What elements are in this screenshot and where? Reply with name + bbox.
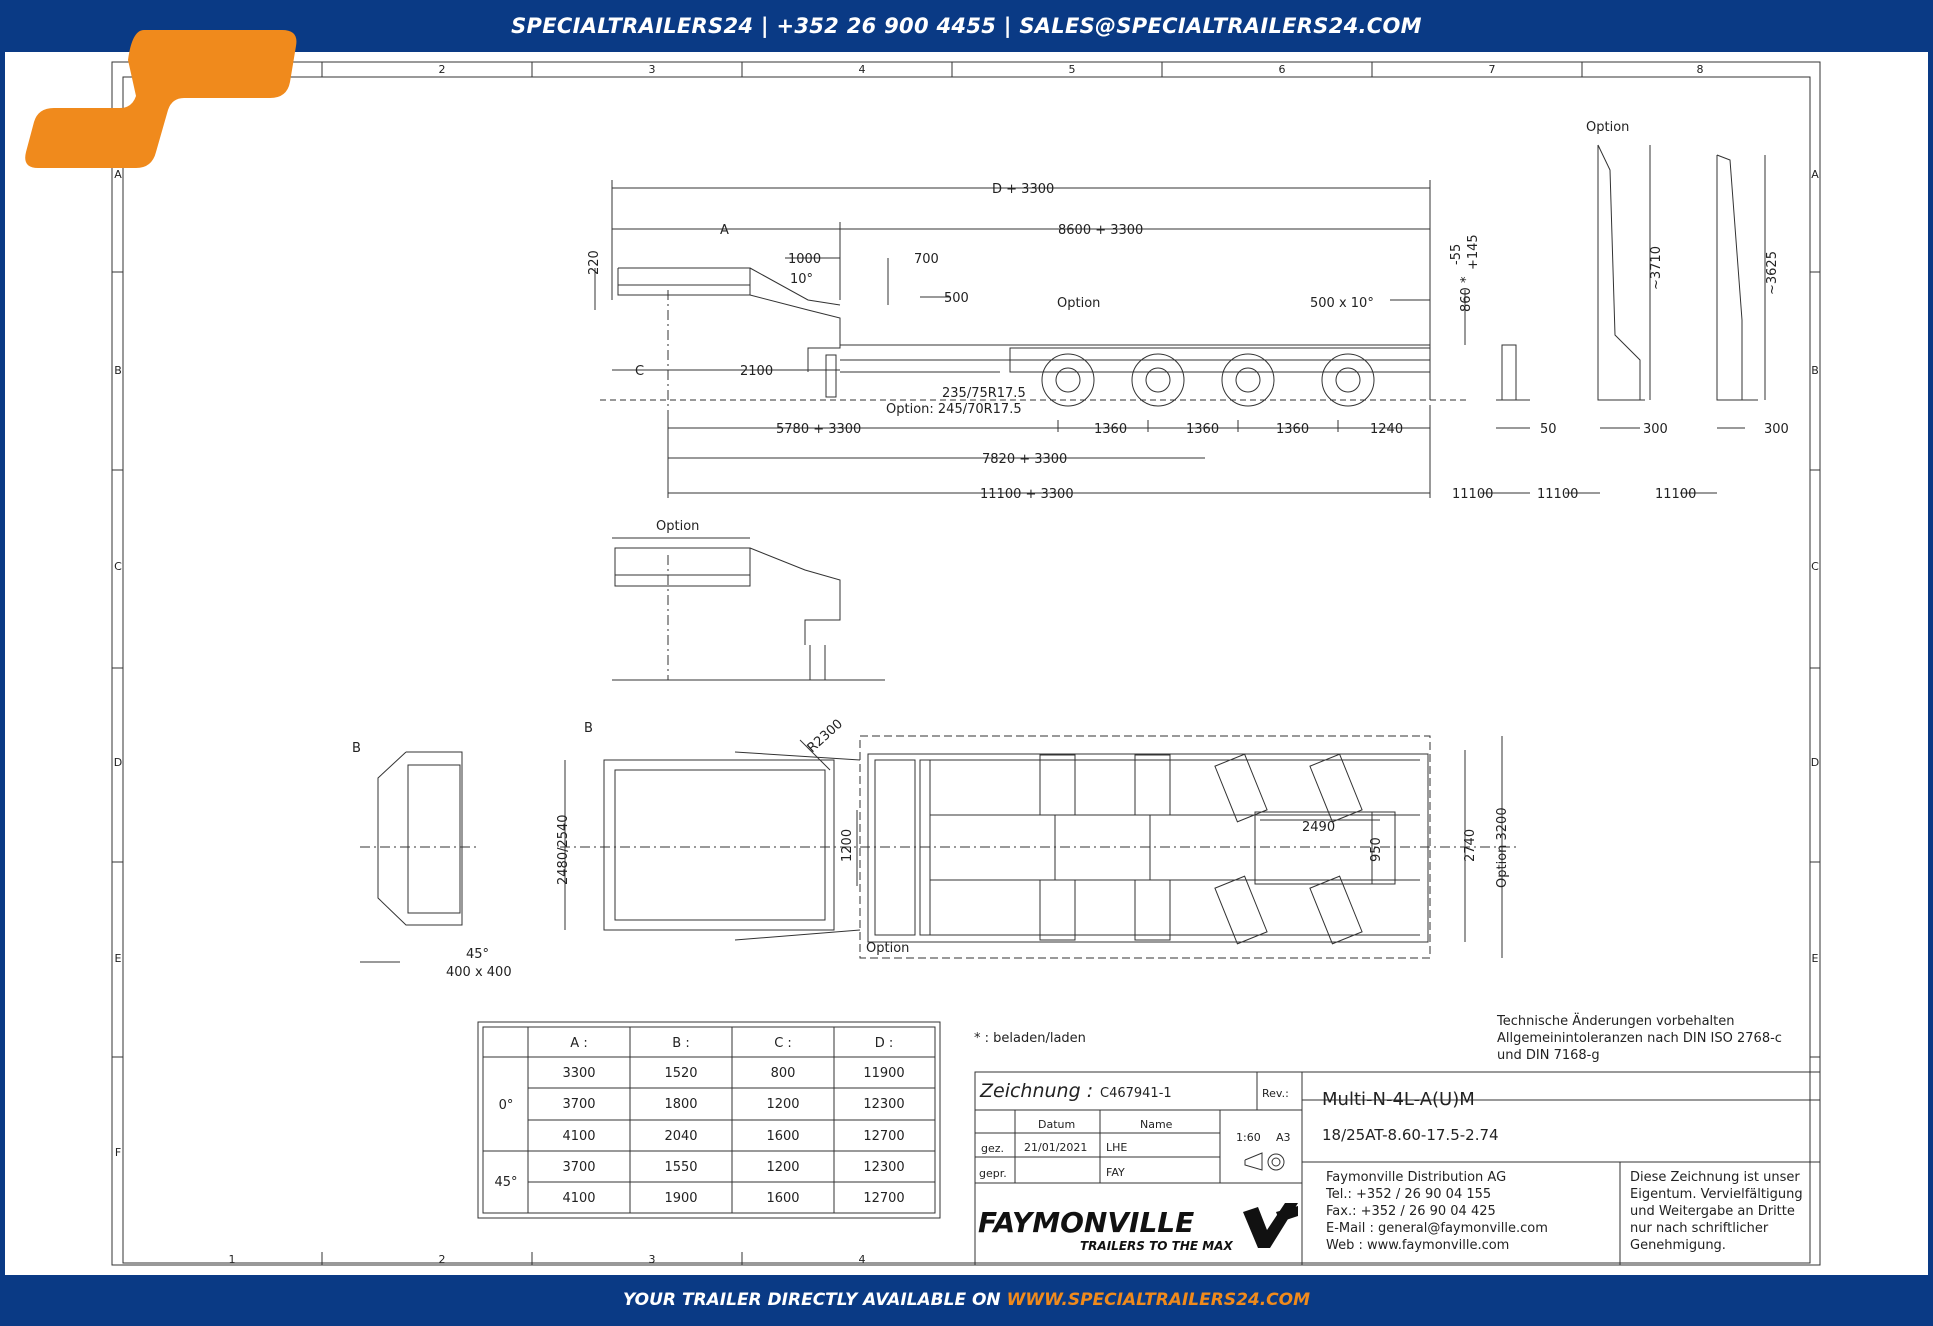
plan-view-labels [352, 717, 1510, 980]
contact-line[interactable]: SPECIALTRAILERS24 | +352 26 900 4455 | SALES@SPECIALTRAILERS24.COM [511, 14, 1422, 38]
plan-view [360, 736, 1520, 962]
frame-row-e-right: E [1811, 952, 1819, 965]
faymonville-tagline: TRAILERS TO THE MAX [1080, 1239, 1233, 1253]
tol-minus: -55 [1449, 243, 1464, 265]
table-cell: 1600 [766, 1129, 800, 1144]
plan-width-front: 2480/2540 [556, 814, 571, 885]
frame-col-2: 2 [438, 63, 446, 76]
dimension-table-text [494, 1036, 904, 1206]
table-cell: 4100 [562, 1191, 596, 1206]
name-label: Name [1140, 1118, 1173, 1131]
plan-width-option: Option 3200 [1495, 807, 1510, 888]
plan-dim-1200: 1200 [840, 828, 855, 862]
tech-note-3: und DIN 7168-g [1497, 1048, 1600, 1063]
table-header-b: B : [672, 1036, 690, 1051]
table-cell: 1200 [766, 1097, 800, 1112]
gez-date: 21/01/2021 [1024, 1141, 1088, 1154]
dimension-table [478, 1022, 940, 1218]
company-tel: Tel.: +352 / 26 90 04 155 [1326, 1187, 1492, 1202]
frame-col-3: 3 [648, 63, 656, 76]
dim-11100: 11100 + 3300 [980, 487, 1074, 502]
axle-1360-a: 1360 [1094, 422, 1128, 437]
table-cell: 12300 [863, 1097, 905, 1112]
notes [974, 1013, 1782, 1063]
title-block-text [978, 1080, 1803, 1253]
footer-prefix: YOUR TRAILER DIRECTLY AVAILABLE ON [622, 1290, 1007, 1310]
plan-b-left: B [352, 741, 361, 756]
gepr-name: FAY [1106, 1166, 1125, 1179]
plan-radius: R2300 [804, 716, 846, 756]
dim-300-b: 300 [1764, 422, 1789, 437]
table-cell: 3300 [562, 1066, 596, 1081]
footer-bar [0, 1275, 1933, 1326]
table-cell: 4100 [562, 1129, 596, 1144]
table-header-c: C : [774, 1036, 792, 1051]
dim-11100-b: 11100 [1537, 487, 1579, 502]
property-line-3: und Weitergabe an Dritte [1630, 1204, 1795, 1219]
frame-row-e-left: E [114, 952, 122, 965]
scale: 1:60 [1236, 1131, 1261, 1144]
axle-1360-c: 1360 [1276, 422, 1310, 437]
dim-10deg: 10° [790, 272, 814, 287]
frame-bottom-col-1: 1 [228, 1253, 236, 1266]
model-spec: 18/25AT-8.60-17.5-2.74 [1322, 1126, 1499, 1144]
tol-plus: +145 [1466, 234, 1481, 270]
table-cell: 1200 [766, 1160, 800, 1175]
axle-1240: 1240 [1370, 422, 1404, 437]
gepr-label: gepr. [979, 1167, 1007, 1180]
dim-700: 700 [914, 252, 939, 267]
plan-b-mid: B [584, 721, 593, 736]
frame-row-b-right: B [1811, 364, 1819, 377]
dim-a: A [720, 223, 729, 238]
plan-dim-2490: 2490 [1302, 820, 1336, 835]
property-line-1: Diese Zeichnung ist unser [1630, 1170, 1800, 1185]
table-cell: 1600 [766, 1191, 800, 1206]
table-cell: 1520 [664, 1066, 698, 1081]
tech-note-1: Technische Änderungen vorbehalten [1497, 1014, 1735, 1029]
paper-format: A3 [1276, 1131, 1291, 1144]
company-web[interactable]: Web : www.faymonville.com [1326, 1238, 1510, 1253]
table-cell: 1900 [664, 1191, 698, 1206]
zeichnung-label: Zeichnung : [980, 1080, 1094, 1102]
frame-row-a-left: A [114, 168, 122, 181]
side-view-labels [587, 182, 1481, 502]
dim-220: 220 [587, 250, 602, 275]
datum-label: Datum [1038, 1118, 1076, 1131]
table-cell: 1550 [664, 1160, 698, 1175]
tyre: 235/75R17.5 [942, 386, 1026, 401]
table-cell: 2040 [664, 1129, 698, 1144]
tech-note-2: Allgemeinintoleranzen nach DIN ISO 2768-c [1497, 1031, 1782, 1046]
gez-name: LHE [1106, 1141, 1128, 1154]
dim-5780: 5780 + 3300 [776, 422, 862, 437]
dim-7820: 7820 + 3300 [982, 452, 1068, 467]
plan-bevel: 400 x 400 [446, 965, 512, 980]
table-header-a: A : [570, 1036, 588, 1051]
frame-row-b-left: B [114, 364, 122, 377]
table-cell: 1800 [664, 1097, 698, 1112]
table-cell: 3700 [562, 1160, 596, 1175]
frame-bottom-col-3: 3 [648, 1253, 656, 1266]
dim-50: 50 [1540, 422, 1557, 437]
table-cell: 3700 [562, 1097, 596, 1112]
rear-option-label: Option [1586, 120, 1630, 135]
frame-row-d-left: D [113, 756, 123, 769]
frame-col-4: 4 [858, 63, 866, 76]
frame-col-6: 6 [1278, 63, 1286, 76]
dim-deck: 8600 + 3300 [1058, 223, 1144, 238]
frame-col-5: 5 [1068, 63, 1076, 76]
faymonville-logo-icon [1243, 1203, 1298, 1248]
rear-view-labels [1452, 120, 1789, 502]
rear-views [1480, 145, 1765, 493]
rev-label: Rev.: [1262, 1087, 1289, 1100]
frame-bottom-col-2: 2 [438, 1253, 446, 1266]
side-option-label: Option [1057, 296, 1101, 311]
specialtrailers-logo-icon[interactable] [24, 26, 304, 174]
table-cell: 11900 [863, 1066, 905, 1081]
dim-3625: ~3625 [1765, 251, 1780, 295]
tyre-option: Option: 245/70R17.5 [886, 402, 1022, 417]
height-860: 860 * [1459, 276, 1474, 312]
frame-col-8: 8 [1696, 63, 1704, 76]
frame-row-d-right: D [1810, 756, 1820, 769]
table-cell: 800 [770, 1066, 796, 1081]
frame-row-c-left: C [114, 560, 122, 573]
loaded-note: * : beladen/laden [974, 1031, 1086, 1046]
drawing-frame [112, 62, 1820, 1265]
dim-1000: 1000 [788, 252, 822, 267]
footer-text [0, 1275, 1933, 1326]
property-line-4: nur nach schriftlicher [1630, 1221, 1769, 1236]
model-name: Multi-N-4L-A(U)M [1322, 1089, 1475, 1110]
company-name: Faymonville Distribution AG [1326, 1170, 1507, 1185]
axle-1360-b: 1360 [1186, 422, 1220, 437]
plan-angle: 45° [466, 947, 490, 962]
frame-row-a-right: A [1811, 168, 1819, 181]
frame-row-c-right: C [1811, 560, 1819, 573]
plan-dim-950: 950 [1369, 837, 1384, 862]
company-email[interactable]: E-Mail : general@faymonville.com [1326, 1221, 1548, 1236]
table-header-d: D : [874, 1036, 894, 1051]
frame-bottom-col-4: 4 [858, 1253, 866, 1266]
option-view [612, 538, 885, 680]
dim-total: D + 3300 [992, 182, 1055, 197]
table-cell: 12700 [863, 1191, 905, 1206]
table-cell: 12300 [863, 1160, 905, 1175]
dim-11100-a: 11100 [1452, 487, 1494, 502]
frame-row-f-left: F [114, 1146, 122, 1159]
gez-label: gez. [981, 1142, 1005, 1155]
table-group-0deg: 0° [498, 1098, 514, 1113]
property-line-2: Eigentum. Vervielfältigung [1630, 1187, 1803, 1202]
table-cell: 12700 [863, 1129, 905, 1144]
company-fax: Fax.: +352 / 26 90 04 425 [1326, 1204, 1496, 1219]
drawing-number: C467941-1 [1100, 1086, 1172, 1101]
dim-2100: 2100 [740, 364, 774, 379]
faymonville-brand: FAYMONVILLE [978, 1206, 1195, 1239]
plan-option-label: Option [866, 941, 910, 956]
property-line-5: Genehmigung. [1630, 1238, 1726, 1253]
dim-11100-c: 11100 [1655, 487, 1697, 502]
dim-300-a: 300 [1643, 422, 1668, 437]
plan-width-2740: 2740 [1463, 828, 1478, 862]
dim-3710: ~3710 [1649, 246, 1664, 290]
footer-link[interactable]: WWW.SPECIALTRAILERS24.COM [1006, 1290, 1311, 1310]
rear-ramp: 500 x 10° [1310, 296, 1374, 311]
dim-500: 500 [944, 291, 969, 306]
dim-c: C [635, 364, 645, 379]
option-view-label: Option [656, 519, 700, 534]
frame-col-7: 7 [1488, 63, 1496, 76]
table-group-45deg: 45° [494, 1175, 518, 1190]
